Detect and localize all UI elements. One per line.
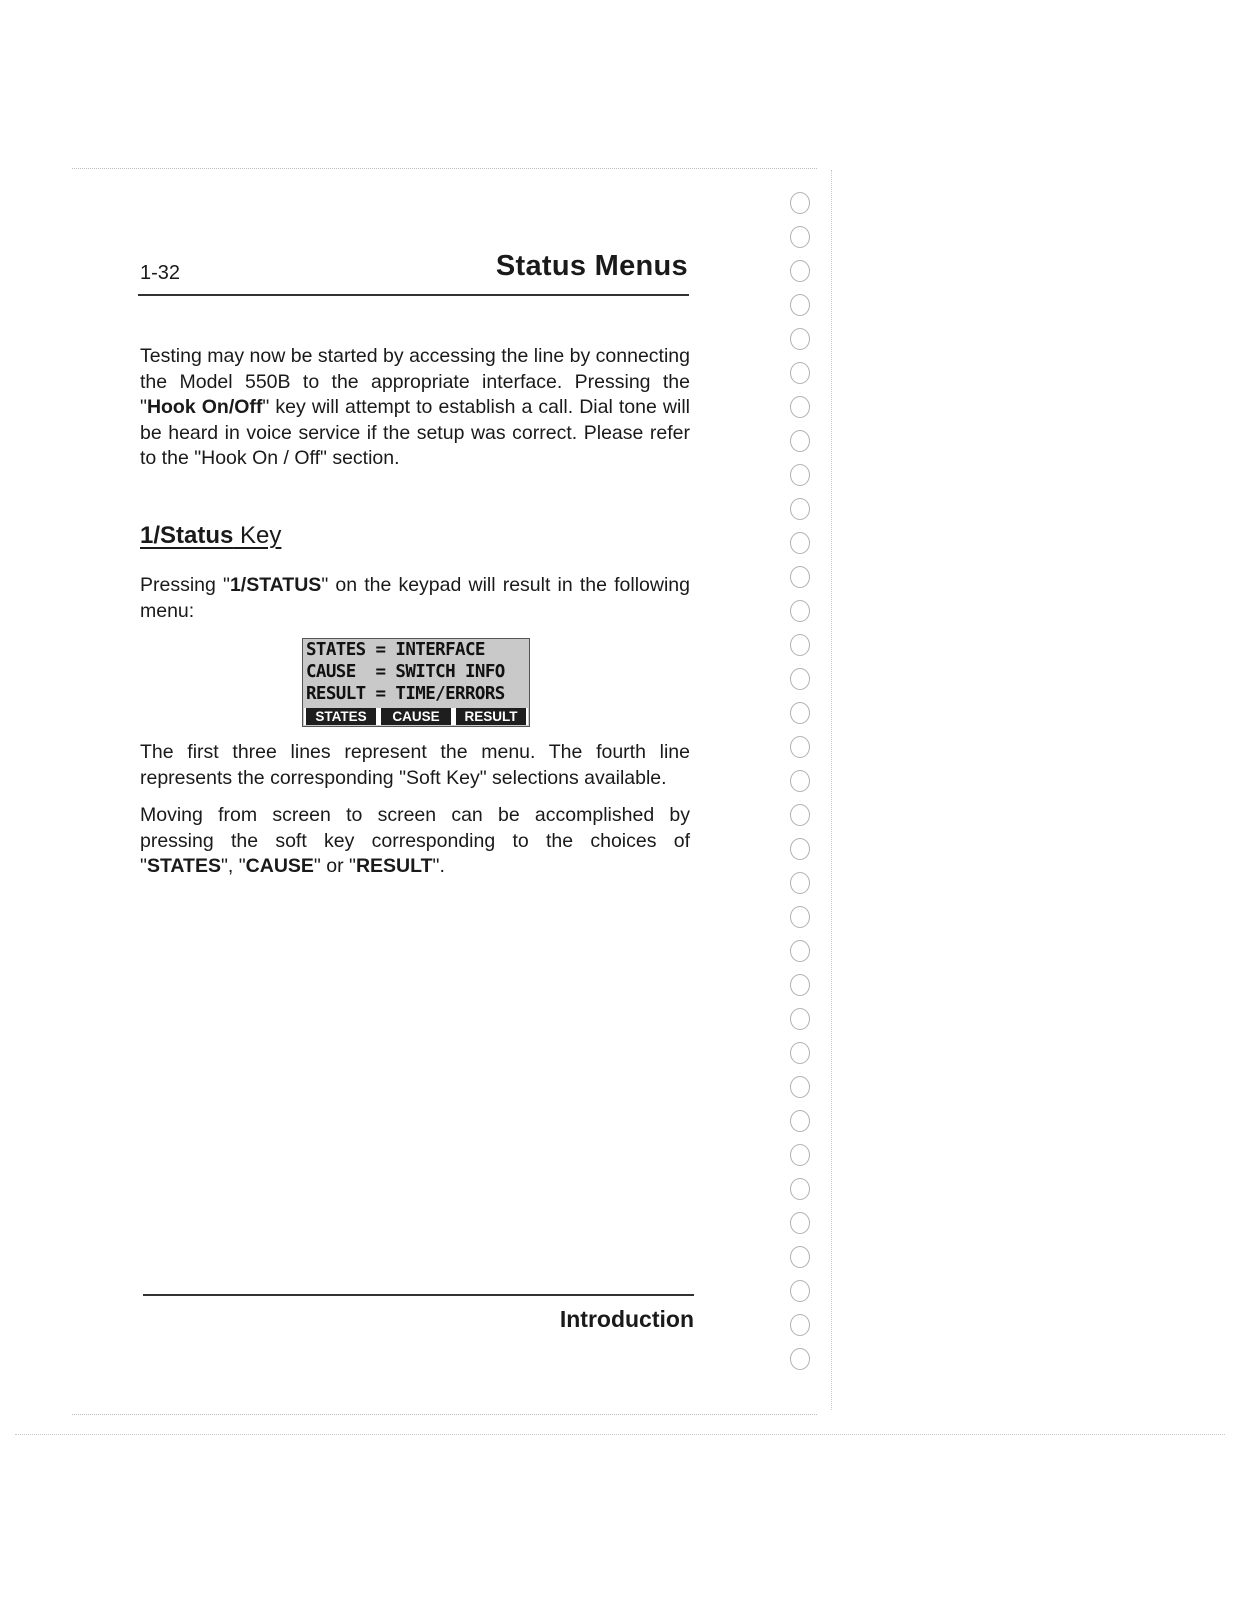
binding-hole [790,906,810,928]
binding-hole [790,396,810,418]
binding-hole [790,260,810,282]
binding-hole [790,1008,810,1030]
lcd-line-result: RESULT = TIME/ERRORS [306,684,505,704]
menu-paragraph: The first three lines represent the menu. The fourth line represents the corresponding "Soft Key" selections available. [140,741,690,789]
binding-hole [790,974,810,996]
binding-hole [790,294,810,316]
binding-hole [790,226,810,248]
binding-hole [790,838,810,860]
binding-holes [790,192,814,1396]
binding-hole [790,872,810,894]
binding-hole [790,1042,810,1064]
intro-paragraph: Testing may now be started by accessing the line by connecting the Model 550B to the appropriate interface. Pressing the "Hook On/Off" key will attempt to establish a call. Dial tone will be heard in voice service if the setup was correct. Please refer to the "Hook On / Off" section. [140,345,690,470]
soft-key-cause: CAUSE [381,708,451,725]
binding-hole [790,736,810,758]
soft-key-row [304,708,528,725]
moving-paragraph: Moving from screen to screen can be accomplished by pressing the soft key corresponding to the choices of "STATES", "CAUSE" or "RESULT". [140,804,690,878]
lcd-line-cause: CAUSE = SWITCH INFO [306,662,505,682]
binding-hole [790,600,810,622]
binding-hole [790,362,810,384]
binding-hole [790,498,810,520]
page-number: 1-32 [140,262,181,284]
binding-hole [790,1110,810,1132]
binding-hole [790,464,810,486]
binding-hole [790,1144,810,1166]
binding-hole [790,804,810,826]
binding-hole [790,532,810,554]
binding-hole [790,192,810,214]
soft-key-states: STATES [306,708,376,725]
binding-hole [790,1212,810,1234]
binding-hole [790,634,810,656]
binding-hole [790,1076,810,1098]
binding-hole [790,940,810,962]
page-edge [831,170,832,1410]
binding-hole [790,702,810,724]
keypad-paragraph: Pressing "1/STATUS" on the keypad will result in the following menu: [140,574,690,622]
scan-edge [15,1434,1225,1435]
section-title: Status Menus [495,250,688,282]
lcd-display [302,638,530,727]
footer-rule [143,1294,694,1296]
footer-label: Introduction [559,1306,694,1332]
subheading-status-key: 1/Status Key [140,522,282,549]
binding-hole [790,1178,810,1200]
soft-key-result: RESULT [456,708,526,725]
header-rule [138,294,689,296]
binding-hole [790,668,810,690]
binding-hole [790,430,810,452]
binding-hole [790,1348,810,1370]
binding-hole [790,1280,810,1302]
binding-hole [790,1314,810,1336]
binding-hole [790,566,810,588]
lcd-line-states: STATES = INTERFACE [306,640,485,660]
binding-hole [790,328,810,350]
binding-hole [790,770,810,792]
binding-hole [790,1246,810,1268]
